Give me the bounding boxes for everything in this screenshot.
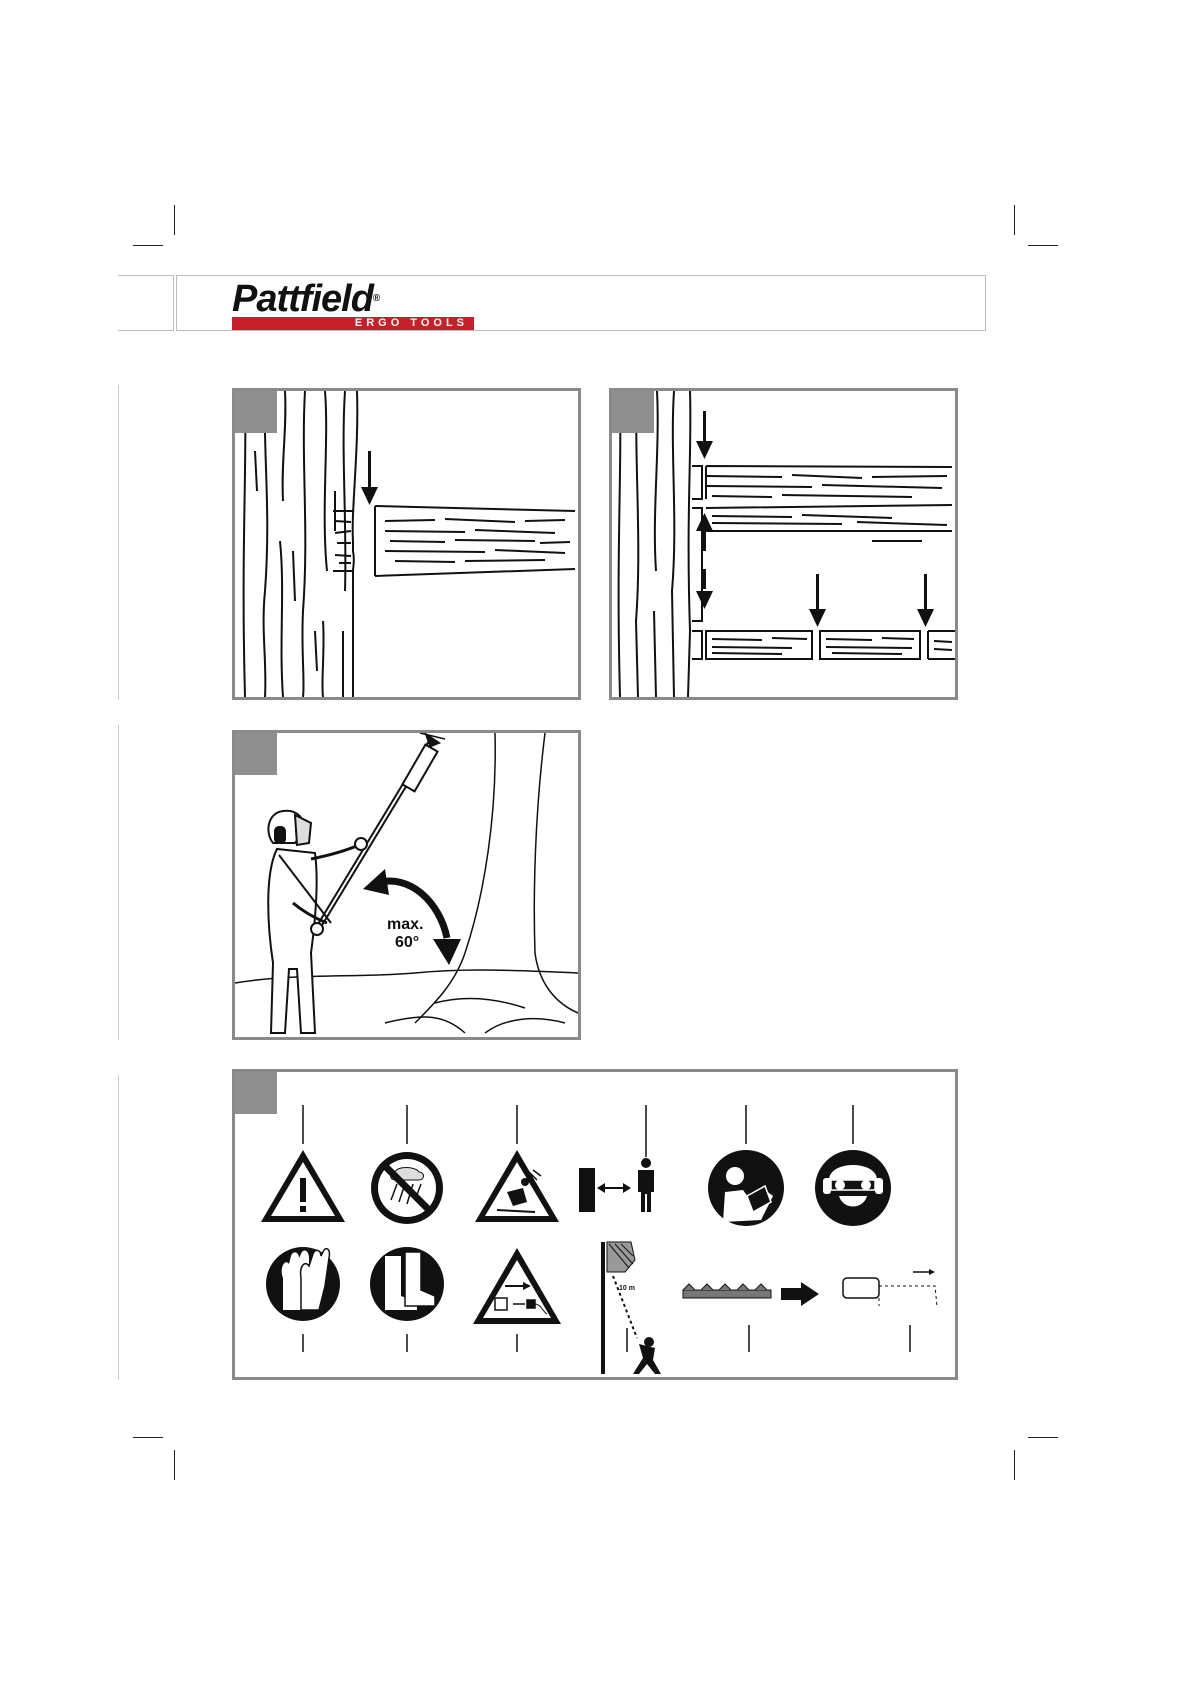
head-protection-icon: [815, 1150, 891, 1226]
figure-4-tab: [235, 1072, 277, 1114]
margin-line: [118, 385, 119, 700]
10m-distance-icon: [601, 1242, 661, 1374]
read-manual-icon: [708, 1150, 784, 1226]
no-rain-icon: [371, 1152, 443, 1224]
figure-3-tab: [235, 733, 277, 775]
crop-mark: [133, 1437, 163, 1438]
logo-wordmark: Pattfield®: [232, 278, 380, 320]
crop-mark: [1028, 1437, 1058, 1438]
crop-mark: [133, 245, 163, 246]
multi-cut-diagram: [612, 391, 955, 697]
figure-3: [232, 730, 581, 1040]
gloves-icon: [266, 1247, 340, 1321]
branch-cut-diagram: [235, 391, 578, 697]
figure-1: [232, 388, 581, 700]
pattfield-logo: [232, 278, 474, 330]
crop-mark: [1014, 1450, 1015, 1480]
warning-icon: [261, 1150, 345, 1222]
figure-1-tab: [235, 391, 277, 433]
bar-length-icon: [843, 1269, 937, 1306]
crop-mark: [174, 1450, 175, 1480]
logo-tagline: ERGO TOOLS: [232, 317, 474, 330]
crop-mark: [174, 205, 175, 235]
safety-symbols-panel: [235, 1072, 955, 1377]
distance-label: 10 m: [619, 1285, 635, 1292]
distance-bystander-icon: [579, 1158, 654, 1212]
figure-4: [232, 1069, 958, 1380]
angle-label-max: max.: [387, 916, 424, 933]
boots-icon: [370, 1247, 444, 1321]
header-side-box: [118, 275, 174, 331]
margin-line: [118, 725, 119, 1040]
figure-2: [609, 388, 958, 700]
crop-mark: [1014, 205, 1015, 235]
figure-2-tab: [612, 391, 654, 433]
unplug-icon: [473, 1248, 561, 1324]
angle-label-degrees: 60°: [395, 934, 420, 951]
operator-angle-diagram: [235, 733, 578, 1037]
margin-line: [118, 1075, 119, 1380]
falling-objects-icon: [475, 1150, 559, 1222]
crop-mark: [1028, 245, 1058, 246]
chain-direction-icon: [683, 1282, 819, 1306]
